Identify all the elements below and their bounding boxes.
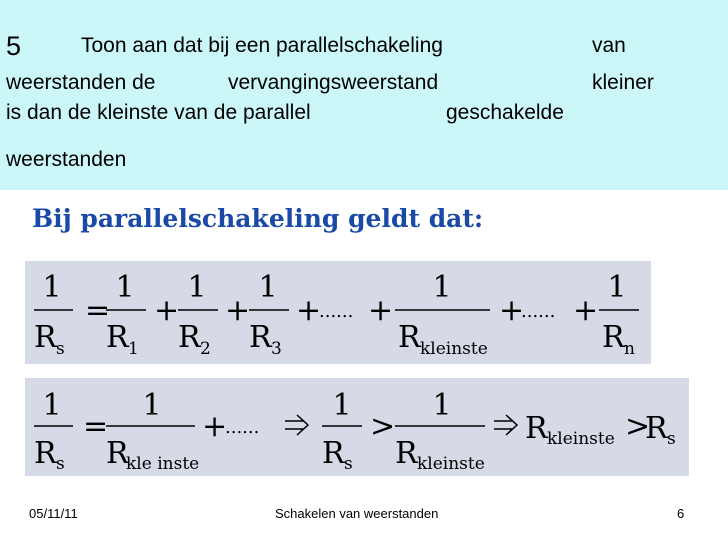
f1-plus-1: + (154, 293, 180, 328)
question-text-3b: geschakelde (446, 101, 564, 124)
f1-equals: = (85, 293, 111, 328)
f2-num-s: 1 (42, 388, 62, 423)
f2-R-kl2: R (395, 436, 418, 471)
question-number: 5 (6, 31, 22, 61)
f1-num-n: 1 (607, 270, 627, 305)
f1-plus-2: + (225, 293, 251, 328)
question-text-2a: weerstanden de (6, 71, 156, 94)
f2-greater-2: > (625, 409, 651, 444)
f2-num-s2: 1 (332, 388, 352, 423)
f1-plus-3: + (296, 293, 322, 328)
f1-dots-2: ...... (521, 301, 556, 322)
f1-sub-2: 2 (200, 339, 211, 359)
f2-R-s3: R (645, 411, 668, 446)
f1-num-kl: 1 (432, 270, 452, 305)
f1-sub-3: 3 (271, 339, 282, 359)
question-text-2b: vervangingsweerstand (228, 71, 439, 94)
f1-R-2: R (178, 320, 201, 355)
f2-sub-s3: s (667, 429, 676, 449)
f1-R-1: R (106, 320, 129, 355)
question-text-1a: Toon aan dat bij een parallelschakeling (81, 34, 443, 57)
f2-sub-kl: kle inste (126, 454, 200, 474)
f1-num-3: 1 (258, 270, 278, 305)
formula-box-1 (25, 261, 651, 364)
question-text-3a: is dan de kleinste van de parallel (6, 101, 311, 124)
question-line-4 (6, 148, 126, 172)
f2-sub-kl3: kleinste (547, 429, 615, 449)
f2-sub-kl2: kleinste (417, 454, 485, 474)
f2-sub-s2: s (344, 454, 353, 474)
question-line-1 (6, 31, 626, 61)
footer-title: Schakelen van weerstanden (275, 506, 439, 521)
f2-R-s2: R (322, 436, 345, 471)
formula-box-2 (25, 378, 689, 476)
f1-sub-s: s (56, 339, 65, 359)
subtitle: Bij parallelschakeling geldt dat: (32, 204, 484, 233)
f2-R-kl: R (106, 436, 129, 471)
f2-num-kl2: 1 (432, 388, 452, 423)
f1-R-kl: R (398, 320, 421, 355)
question-text-1b: van (592, 34, 626, 57)
f2-greater: > (370, 409, 396, 444)
f2-implies-2 (494, 415, 517, 435)
f1-plus-4: + (368, 293, 394, 328)
footer-date: 05/11/11 (29, 506, 78, 521)
question-text-4: weerstanden (6, 148, 127, 171)
f2-plus: + (202, 409, 228, 444)
f1-plus-6: + (573, 293, 599, 328)
f2-R-kl3: R (525, 411, 548, 446)
f1-R-3: R (249, 320, 272, 355)
f1-dots-1: ...... (319, 301, 354, 322)
f2-num-kl: 1 (142, 388, 162, 423)
f2-sub-s: s (56, 454, 65, 474)
f1-R-n: R (602, 320, 625, 355)
f1-sub-n: n (624, 339, 635, 359)
f1-num-1: 1 (115, 270, 135, 305)
f2-equals: = (83, 409, 109, 444)
question-panel (0, 0, 728, 190)
f1-plus-5: + (499, 293, 525, 328)
footer-page-number: 6 (677, 506, 685, 521)
f2-R-s: R (34, 436, 57, 471)
question-text-2c: kleiner (592, 71, 654, 94)
f1-sub-1: 1 (128, 339, 139, 359)
f1-sub-kl: kleinste (420, 339, 488, 359)
f1-R-s: R (34, 320, 57, 355)
f1-num-2: 1 (187, 270, 207, 305)
question-line-2 (6, 71, 654, 95)
question-line-3 (6, 101, 564, 125)
f1-num-s: 1 (42, 270, 62, 305)
f2-dots: ...... (225, 417, 260, 438)
f2-implies-1 (285, 415, 308, 435)
